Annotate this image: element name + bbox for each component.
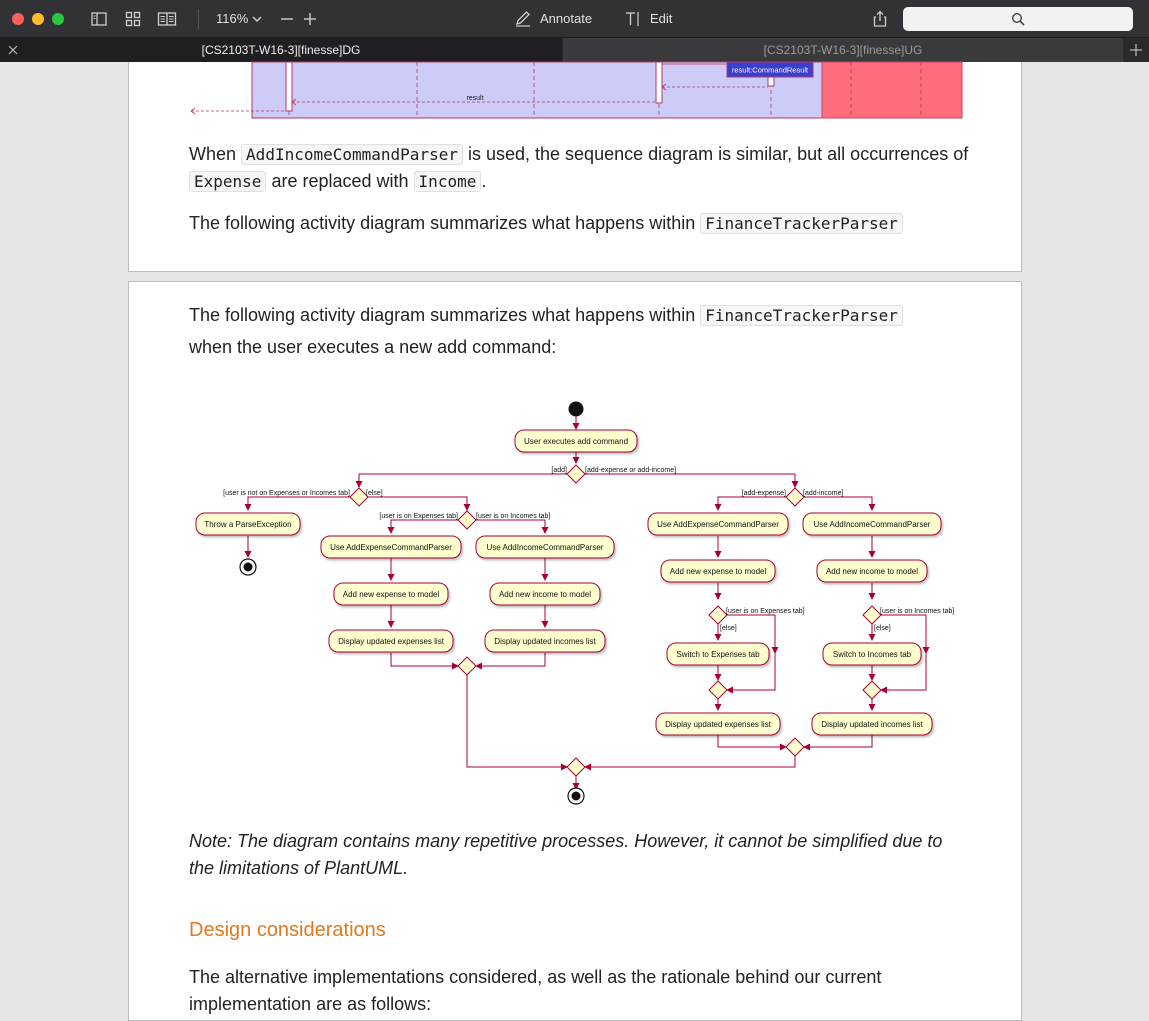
guard-else-expenses: [else]: [720, 625, 737, 632]
guard-on-incomes-right: [user is on Incomes tab]: [880, 608, 955, 615]
label-use-income-parser-left: Use AddIncomeCommandParser: [486, 543, 604, 552]
design-considerations-heading: Design considerations: [189, 919, 386, 941]
label-display-incomes-right: Display updated incomes list: [821, 720, 923, 729]
decision-on-expenses-tab: [709, 606, 727, 624]
guard-on-expenses-right: [user is on Expenses tab]: [726, 608, 805, 615]
alternatives-paragraph: The alternative implementations considered, as well as the rationale behind our current implementation are as follows:: [189, 967, 882, 1014]
label-display-expenses-right: Display updated expenses list: [665, 720, 771, 729]
text-period: .: [481, 171, 487, 191]
decision-add-expense-income: [786, 488, 804, 506]
text-cursor-icon: [624, 10, 642, 28]
note-paragraph: Note: The diagram contains many repetitive processes. However, it cannot be simplified due to the limitations of PlantUML.: [189, 831, 943, 878]
activity-diagram: [189, 392, 969, 812]
cut-paragraph-wrapper: [189, 210, 969, 232]
edit-label: Edit: [650, 11, 673, 26]
start-node: [569, 402, 584, 417]
minimize-window-button[interactable]: [32, 13, 44, 25]
guard-add-income: [add-income]: [803, 490, 844, 497]
sequence-diagram-fragment: [129, 62, 1023, 122]
label-switch-incomes: Switch to Incomes tab: [832, 650, 912, 659]
merge-expenses-switch: [709, 681, 727, 699]
merge-left: [458, 657, 476, 675]
close-window-button[interactable]: [12, 13, 24, 25]
reader-view-icon[interactable]: [157, 10, 177, 28]
grid-view-icon[interactable]: [124, 10, 142, 28]
tab-dg-label: [CS2103T-W16-3][finesse]DG: [201, 43, 361, 57]
cut-line-wrapper: [189, 305, 969, 329]
guard-on-incomes-left: [user is on Incomes tab]: [476, 513, 551, 520]
toolbar: [0, 0, 1149, 38]
label-display-incomes-left: Display updated incomes list: [494, 637, 596, 646]
tab-ug[interactable]: [563, 38, 1123, 62]
tab-dg[interactable]: [0, 38, 562, 62]
text-activity-intro-top: The following activity diagram summarizes what happens within: [189, 305, 696, 325]
decision-add-type: [567, 465, 585, 483]
label-user-executes: User executes add command: [523, 437, 629, 446]
share-icon[interactable]: [872, 10, 888, 28]
zoom-in-icon[interactable]: [303, 10, 317, 28]
annotate-button[interactable]: [514, 9, 592, 29]
label-use-expense-parser-right: Use AddExpenseCommandParser: [657, 520, 779, 529]
label-display-expenses-left: Display updated expenses list: [338, 637, 444, 646]
toolbar-separator: [198, 9, 199, 29]
search-icon: [1011, 12, 1025, 26]
guard-else-incomes: [else]: [874, 625, 891, 632]
guard-not-on-tabs: [user is not on Expenses or Incomes tab]: [223, 490, 350, 497]
text-replaced: are replaced with: [271, 171, 409, 191]
decision-which-tab: [458, 511, 476, 529]
label-add-expense-left: Add new expense to model: [342, 590, 440, 599]
label-switch-expenses: Switch to Expenses tab: [676, 650, 760, 659]
paragraph-when-user-executes: when the user executes a new add command:: [189, 337, 557, 357]
merge-incomes-switch: [863, 681, 881, 699]
guard-on-expenses-left: [user is on Expenses tab]: [379, 513, 458, 520]
code-finance-tracker-parser-top: FinanceTrackerParser: [700, 305, 903, 326]
sidebar-icon[interactable]: [90, 10, 108, 28]
paragraph-activity-intro-top: [189, 302, 969, 329]
zoom-out-icon[interactable]: [280, 10, 294, 28]
new-tab-icon[interactable]: [1129, 43, 1143, 57]
text-activity-intro: The following activity diagram summarizes what happens within: [189, 213, 696, 233]
decision-on-incomes-tab: [863, 606, 881, 624]
paragraph-income-parser: [189, 141, 969, 195]
edit-button[interactable]: [624, 9, 672, 29]
merge-right: [786, 738, 804, 756]
tab-ug-label: [CS2103T-W16-3][finesse]UG: [763, 43, 923, 57]
guard-add: [add]: [551, 467, 567, 474]
command-result-label: result:CommandResult: [731, 65, 809, 75]
paragraph-activity-intro-cut: [189, 210, 969, 237]
code-income: Income: [414, 171, 482, 192]
guard-add-expense-or-income: [add-expense or add-income]: [585, 467, 677, 474]
guard-add-expense: [add-expense]: [741, 490, 786, 497]
tab-bar: [0, 38, 1149, 62]
search-field[interactable]: [903, 7, 1133, 31]
code-finance-tracker-parser: FinanceTrackerParser: [700, 213, 903, 234]
code-expense: Expense: [189, 171, 266, 192]
result-label: result: [466, 95, 484, 102]
label-add-expense-right: Add new expense to model: [669, 567, 767, 576]
label-throw: Throw a ParseException: [204, 520, 292, 529]
merge-final: [567, 758, 585, 776]
chevron-down-icon[interactable]: [252, 10, 262, 28]
close-tab-icon[interactable]: [7, 44, 19, 56]
text-when: When: [189, 144, 237, 164]
zoom-level[interactable]: 116%: [216, 11, 249, 26]
annotate-label: Annotate: [540, 11, 593, 26]
label-use-expense-parser-left: Use AddExpenseCommandParser: [330, 543, 452, 552]
pen-icon: [514, 10, 532, 28]
label-add-income-right: Add new income to model: [825, 567, 919, 576]
text-mid: is used, the sequence diagram is similar, but all occurrences of: [467, 144, 969, 164]
label-use-income-parser-right: Use AddIncomeCommandParser: [813, 520, 931, 529]
guard-else-tab-check: [else]: [366, 490, 383, 497]
zoom-window-button[interactable]: [52, 13, 64, 25]
pdf-page-1: [128, 62, 1022, 272]
label-add-income-left: Add new income to model: [498, 590, 592, 599]
code-add-income-parser: AddIncomeCommandParser: [241, 144, 463, 165]
pdf-page-2: [128, 281, 1022, 1021]
